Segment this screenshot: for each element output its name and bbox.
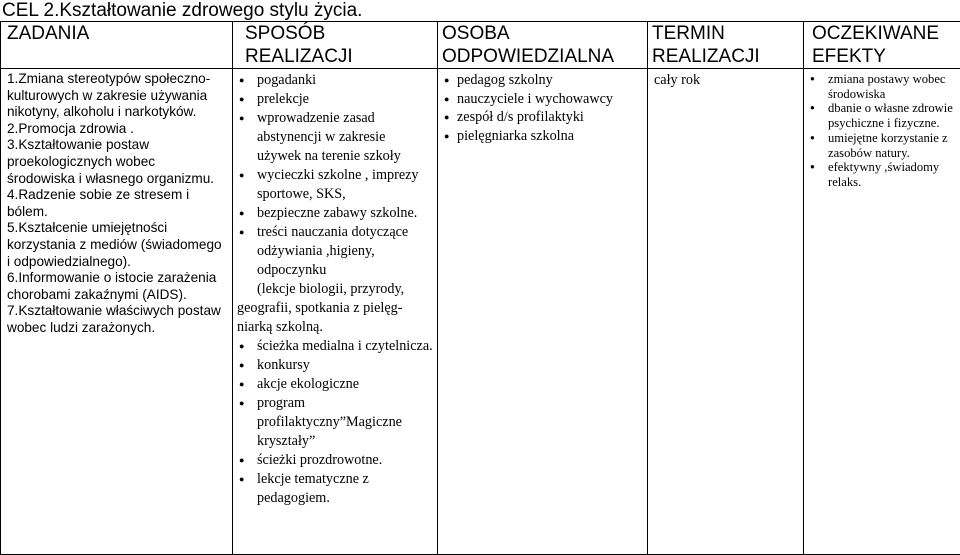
efekty-item: ● dbanie o własne zdrowie psychiczne i fizyczne. [804, 101, 956, 130]
osoba-item: ● zespół d/s profilaktyki [438, 108, 643, 127]
header-osoba: OSOBA ODPOWIEDZIALNA [438, 22, 648, 69]
efekty-item: ● umiejętne korzystanie z zasobów natury. [804, 131, 956, 160]
osoba-cell [438, 69, 648, 555]
zadania-cell [1, 69, 233, 555]
efekty-item: ● zmiana postawy wobec środowiska [804, 72, 956, 101]
header-termin: TERMIN REALIZACJI [648, 22, 804, 69]
zadanie-item: 7.Kształtowanie właściwych postaw wobec ludzi zarażonych. [7, 303, 221, 335]
zadanie-item: 4.Radzenie sobie ze stresem i bólem. [7, 187, 190, 219]
osoba-item: ● nauczyciele i wychowawcy [438, 90, 643, 109]
sposob-cell [233, 69, 438, 555]
zadanie-item: 5.Kształcenie umiejętności korzystania z mediów (świadomego i odpowiedzialnego). [7, 220, 222, 269]
osoba-item: ● pielęgniarka szkolna [438, 127, 643, 146]
sposob-item: ● lekcje tematyczne z pedagogiem. [233, 470, 433, 508]
sposob-item: ● prelekcje [233, 90, 433, 109]
sposob-note: (lekcje biologii, przyrody, [257, 281, 405, 297]
osoba-list [438, 71, 643, 145]
sposob-note: geografii, spotkania z pielęg-niarką szkolną. [237, 300, 403, 335]
sposob-item: ● bezpieczne zabawy szkolne. [233, 204, 433, 223]
efekty-cell [804, 69, 960, 555]
sposob-item: ● program profilaktyczny”Magiczne kryształy” [233, 394, 433, 451]
sposob-item: ● akcje ekologiczne [233, 375, 433, 394]
header-sposob: SPOSÓB REALIZACJI [233, 22, 438, 69]
termin-cell [648, 69, 804, 555]
header-zadania: ZADANIA [1, 22, 233, 69]
sposob-item: ● ścieżka medialna i czytelnicza. [233, 337, 433, 356]
sposob-item: ● konkursy [233, 356, 433, 375]
sposob-list [233, 337, 433, 508]
efekty-list [804, 72, 956, 190]
zadanie-item: 6.Informowanie o istocie zarażenia chorobami zakaźnymi (AIDS). [7, 270, 217, 302]
efekty-item: ● efektywny ,świadomy relaks. [804, 160, 956, 189]
sposob-item: ● pogadanki [233, 71, 433, 90]
sposob-list [233, 71, 433, 280]
header-row [1, 22, 960, 69]
content-row [1, 69, 960, 555]
header-efekty: OCZEKIWANE EFEKTY [804, 22, 960, 69]
termin-value: cały rok [654, 72, 701, 88]
zadanie-item: 1.Zmiana stereotypów społeczno-kulturowych w zakresie używania nikotyny, alkoholu i narkotyków. [7, 71, 211, 120]
zadanie-item: 3.Kształtowanie postaw proekologicznych wobec środowiska i własnego organizmu. [7, 137, 215, 186]
sposob-item: ● treści nauczania dotyczące odżywiania ,higieny, odpoczynku [233, 223, 433, 280]
sposob-item: ● wycieczki szkolne , imprezy sportowe, SKS, [233, 166, 433, 204]
zadanie-item: 2.Promocja zdrowia . [7, 120, 134, 136]
plan-table [0, 21, 960, 555]
sposob-item: ● ścieżki prozdrowotne. [233, 451, 433, 470]
page-title: CEL 2.Kształtowanie zdrowego stylu życia. [2, 0, 363, 21]
osoba-item: ● pedagog szkolny [438, 71, 643, 90]
sposob-item: ● wprowadzenie zasad abstynencji w zakresie używek na terenie szkoły [233, 109, 433, 166]
